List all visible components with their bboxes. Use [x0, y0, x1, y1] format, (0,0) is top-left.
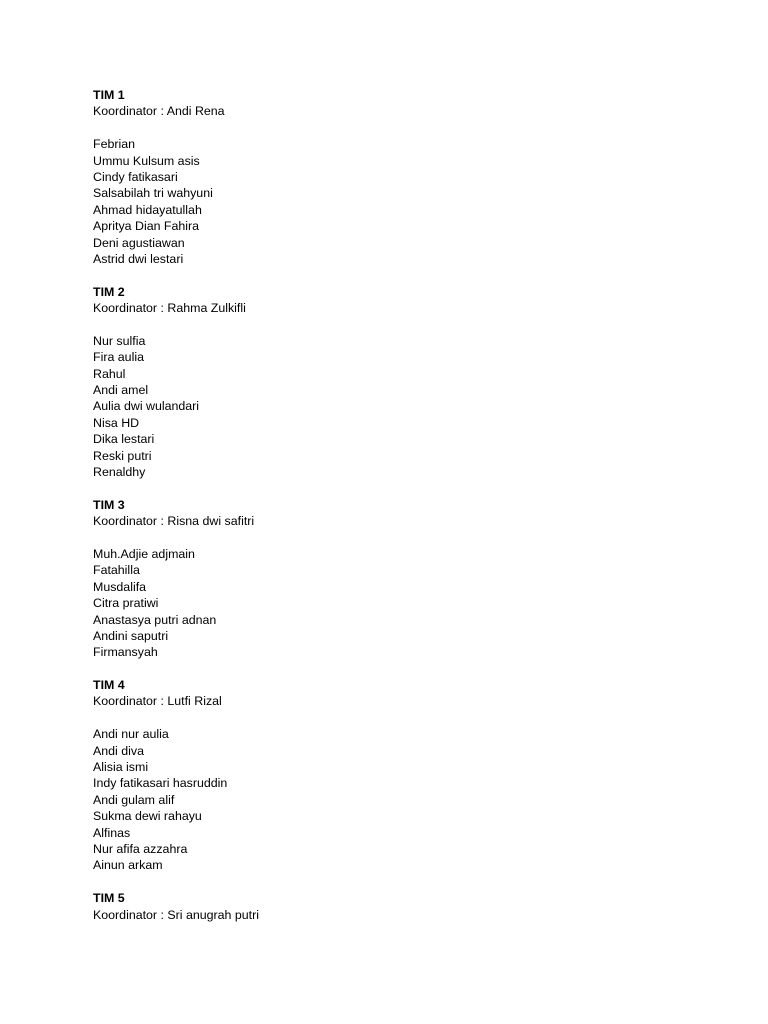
member-item: Andini saputri	[93, 628, 169, 643]
member-item: Renaldhy	[93, 464, 146, 479]
member-item: Fatahilla	[93, 563, 140, 578]
member-item: Sukma dewi rahayu	[93, 809, 202, 824]
document-body	[93, 87, 693, 939]
member-list	[93, 546, 693, 661]
member-item: Alisia ismi	[93, 760, 149, 775]
team-title: TIM 5	[93, 891, 125, 906]
member-item: Andi diva	[93, 743, 144, 758]
member-item: Fira aulia	[93, 350, 144, 365]
member-item: Salsabilah tri wahyuni	[93, 186, 213, 201]
team-title: TIM 4	[93, 678, 125, 693]
team-title: TIM 2	[93, 284, 125, 299]
member-item: Ainun arkam	[93, 858, 163, 873]
team-block-5	[93, 890, 693, 923]
team-coordinator: Koordinator : Lutfi Rizal	[93, 694, 222, 709]
member-item: Nur afifa azzahra	[93, 841, 188, 856]
member-item: Dika lestari	[93, 432, 155, 447]
member-item: Nisa HD	[93, 415, 140, 430]
member-item: Citra pratiwi	[93, 596, 159, 611]
member-item: Andi amel	[93, 383, 149, 398]
member-item: Astrid dwi lestari	[93, 251, 184, 266]
member-item: Apritya Dian Fahira	[93, 219, 200, 234]
member-item: Aulia dwi wulandari	[93, 399, 200, 414]
member-item: Andi gulam alif	[93, 792, 175, 807]
member-list	[93, 333, 693, 481]
team-coordinator: Koordinator : Sri anugrah putri	[93, 907, 259, 922]
member-item: Anastasya putri adnan	[93, 612, 217, 627]
member-item: Ummu Kulsum asis	[93, 153, 200, 168]
team-title: TIM 3	[93, 497, 125, 512]
team-coordinator: Koordinator : Risna dwi safitri	[93, 514, 255, 529]
member-item: Reski putri	[93, 448, 152, 463]
team-coordinator: Koordinator : Rahma Zulkifli	[93, 301, 246, 316]
team-title: TIM 1	[93, 88, 125, 102]
member-item: Alfinas	[93, 825, 131, 840]
member-item: Muh.Adjie adjmain	[93, 546, 195, 561]
team-block-4	[93, 677, 693, 874]
member-item: Rahul	[93, 366, 126, 381]
member-item: Cindy fatikasari	[93, 169, 178, 184]
member-item: Andi nur aulia	[93, 727, 169, 742]
member-item: Musdalifa	[93, 579, 147, 594]
member-item: Indy fatikasari hasruddin	[93, 776, 228, 791]
team-block-3	[93, 497, 693, 661]
member-item: Febrian	[93, 137, 136, 152]
team-coordinator: Koordinator : Andi Rena	[93, 104, 225, 119]
member-list	[93, 726, 693, 874]
member-list	[93, 136, 693, 267]
member-item: Ahmad hidayatullah	[93, 202, 202, 217]
member-item: Deni agustiawan	[93, 235, 185, 250]
member-item: Nur sulfia	[93, 333, 146, 348]
team-block-2	[93, 284, 693, 481]
team-block-1	[93, 87, 693, 267]
member-item: Firmansyah	[93, 645, 158, 660]
